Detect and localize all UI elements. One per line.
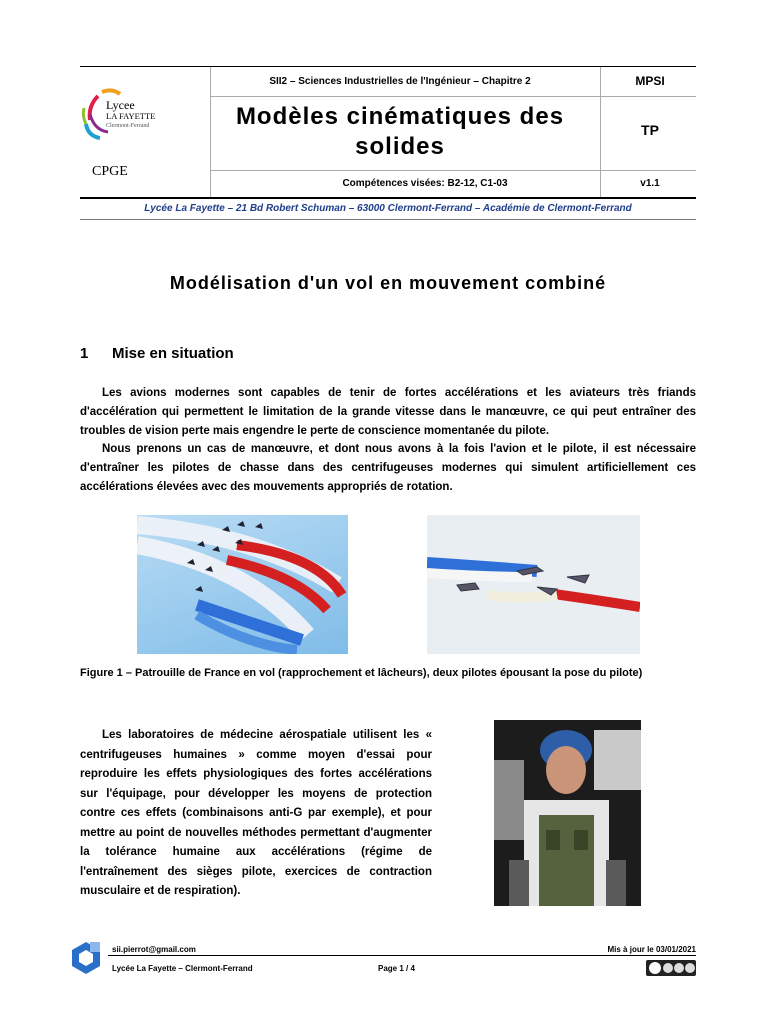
footer-school: Lycée La Fayette – Clermont-Ferrand xyxy=(112,964,253,973)
logo-lafayette xyxy=(80,86,180,146)
photo-patrouille-formation xyxy=(137,515,348,654)
paragraph-3: Les laboratoires de médecine aérospatiale utilisent les « centrifugeuses humaines » comme moyen d'essai pour reproduire les effets physiologiques des fortes accélérations sur l'équipage, pour développer les moyens de protection contre ces effets (combinaisons anti-G par exemple), et pour mettre au point de nouvelles méthodes permettant d'augmenter la tolérance humaine aux accélérations (régime de l'entraînement des sièges pilote, exercices de contraction musculaire et de respiration). xyxy=(80,729,432,897)
footer-email[interactable]: sii.pierrot@gmail.com xyxy=(112,945,196,954)
header-bottom-rule xyxy=(80,197,696,199)
page-title: Modèles cinématiques des solides xyxy=(235,103,565,160)
subject-line: SII2 – Sciences Industrielles de l'Ingénieur – Chapitre 2 xyxy=(269,76,531,87)
main-heading: Modélisation d'un vol en mouvement combiné xyxy=(169,273,607,293)
photo-jets-crossing xyxy=(427,515,640,654)
school-line: Lycée La Fayette – 21 Bd Robert Schuman – 63000 Clermont-Ferrand – Académie de Clermont-Ferrand xyxy=(144,203,632,214)
photo-pilot-centrifuge xyxy=(494,720,641,906)
section-number: 1 xyxy=(80,345,89,362)
header-top-rule xyxy=(80,66,696,67)
class-label: MPSI xyxy=(635,74,665,88)
paragraph-2: Nous prenons un cas de manœuvre, et dont nous avons à la fois l'avion et le pilote, il est nécessaire d'entraîner les pilotes de chasse dans des centrifugeuses modernes qui simulent artificiellement ces accélérations élevées avec des mouvements appropriés de rotation. xyxy=(80,443,696,493)
doc-type: TP xyxy=(641,122,659,138)
header-hline-1 xyxy=(210,96,696,97)
cpge-label: CPGE xyxy=(92,164,128,179)
footer-page: Page 1 / 4 xyxy=(378,964,415,973)
logo-line1: Lycee xyxy=(106,98,135,112)
logo-line3: Clermont-Ferrand xyxy=(106,123,150,129)
footer-rule xyxy=(108,955,696,956)
cc-license-icon xyxy=(646,960,696,976)
logo-upssitech xyxy=(70,940,102,976)
logo-line2: LA FAYETTE xyxy=(106,111,156,121)
footer-date: Mis à jour le 03/01/2021 xyxy=(607,945,696,954)
paragraph-1: Les avions modernes sont capables de tenir de fortes accélérations et les aviateurs très friands d'accélération qui permettent le limitation de la grande vitesse dans le manœuvre, ce qui peut entraîner des troubles de vision perte mais engendre le perte de conscience momentanée du pilote. xyxy=(80,387,696,437)
competences: Compétences visées: B2-12, C1-03 xyxy=(342,178,508,189)
figure-caption: Figure 1 – Patrouille de France en vol (rapprochement et lâcheurs), deux pilotes épousant la pose du pilote) xyxy=(80,667,643,679)
header-hline-2 xyxy=(210,170,696,171)
section-title: Mise en situation xyxy=(112,345,234,362)
header-vline-right xyxy=(600,67,601,197)
version: v1.1 xyxy=(640,178,660,189)
school-bottom-rule xyxy=(80,219,696,220)
